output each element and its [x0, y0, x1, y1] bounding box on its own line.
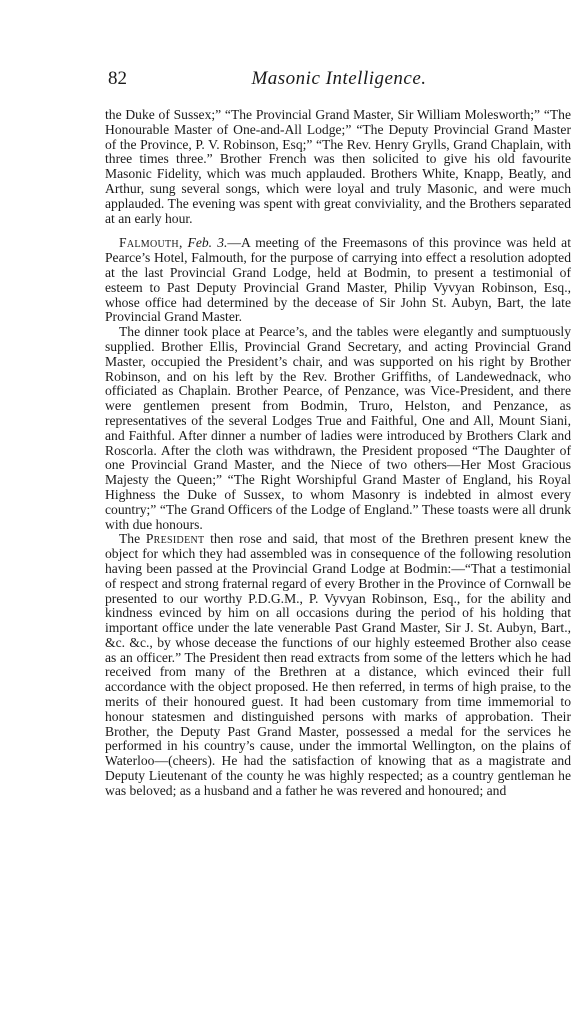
- paragraph-lead-word: The: [119, 531, 141, 547]
- paragraph-toasts-continued: the Duke of Sussex;” “The Provincial Grand Master, Sir William Molesworth;” “The Honourable Master of One-and-All Lodge;” “The Deputy Provincial Grand Master of the Province, P. V. Robinson, Esq;” “The Rev. Henry Grylls, Grand Chaplain, with three times three.” Brother French was then solicited to give his old favourite Masonic Fidelity, which was much applauded. Brothers White, Knapp, Beatly, and Arthur, sung several songs, which were loyal and truly Masonic, and were much applauded. The evening was spent with great conviviality, and the Brothers separated at an early hour.: [105, 107, 571, 226]
- running-title: Masonic Intelligence.: [251, 68, 427, 89]
- article-body: [105, 108, 571, 799]
- paragraph-president-speech: [105, 532, 571, 798]
- paragraph-dinner: The dinner took place at Pearce’s, and the tables were elegantly and sumptuously supplied. Brother Ellis, Provincial Grand Secretary, and acting Provincial Grand Master, occupied the President’s chair, and was supported on his right by Brother Robinson, and on his left by the Rev. Brother Griffiths, of Landewednack, who officiated as Chaplain. Brother Pearce, of Penzance, was Vice-President, and there were gentlemen present from Bodmin, Truro, Helston, and Penzance, as representatives of the several Lodges True and Faithful, One and All, Mount Siani, and Faithful. After dinner a number of ladies were introduced by Brothers Clark and Roscorla. After the cloth was withdrawn, the President proposed “The Daughter of one Provincial Grand Master, and the Niece of two others—Her Most Gracious Majesty the Queen;” “The Right Worshipful Grand Master of England, his Royal Highness the Duke of Sussex, to whom Masonry is indebted in almost every country;” “The Grand Officers of the Lodge of England.” These toasts were all drunk with due honours.: [105, 324, 571, 532]
- place-name: Falmouth: [119, 235, 179, 251]
- page-number: 82: [108, 68, 127, 89]
- date-label: Feb. 3.: [187, 235, 228, 251]
- paragraph-falmouth-text: —A meeting of the Freemasons of this province was held at Pearce’s Hotel, Falmouth, for the purpose of carrying into effect a resolution adopted at the last Provincial Grand Lodge, held at Bodmin, to present a testimonial of esteem to Past Deputy Provincial Grand Master, Philip Vyvyan Robinson, Esq., whose office had determined by the decease of Sir John St. Aubyn, Bart, the late Provincial Grand Master.: [105, 235, 571, 325]
- page-header: [108, 68, 570, 92]
- president-label: President: [145, 531, 205, 547]
- paragraph-falmouth-meeting: Falmouth, Feb. 3.—A meeting of the Freemasons of this province was held at Pearce’s Hotel, Falmouth, for the purpose of carrying into effect a resolution adopted at the last Provincial Grand Lodge, held at Bodmin, to present a testimonial of esteem to Past Deputy Provincial Grand Master, Philip Vyvyan Robinson, Esq., whose office had determined by the decease of Sir John St. Aubyn, Bart, the late Provincial Grand Master.: [105, 235, 571, 325]
- paragraph-president-text: then rose and said, that most of the Brethren present knew the object for which they had assembled was in consequence of the following resolution having been passed at the Provincial Grand Lodge at Bodmin:—“That a testimonial of respect and strong fraternal regard of every Brother in the Province of Cornwall be presented to our worthy P.D.G.M., P. Vyvyan Robinson, Esq., for the ability and kindness evinced by him on all occasions during the period of his holding that important office under the late venerable Past Grand Master, Sir J. St. Aubyn, Bart., &c. &c., by whose decease the functions of our highly esteemed Brother also cease as an officer.” The President then read extracts from some of the letters which he had received from many of the Brethren at a distance, which evinced their full accordance with the object proposed. He then referred, in terms of high praise, to the merits of their honoured guest. It had been customary from time immemorial to honour statesmen and distinguished persons with marks of approbation. Their Brother, the Deputy Past Grand Master, possessed a medal for the services he performed in his country’s cause, under the immortal Wellington, on the plains of Waterloo—(cheers). He had the satisfaction of knowing that as a magistrate and Deputy Lieutenant of the county he was highly respected; as a country gentleman he was beloved; as a husband and a father he was revered and honoured; and: [105, 531, 571, 798]
